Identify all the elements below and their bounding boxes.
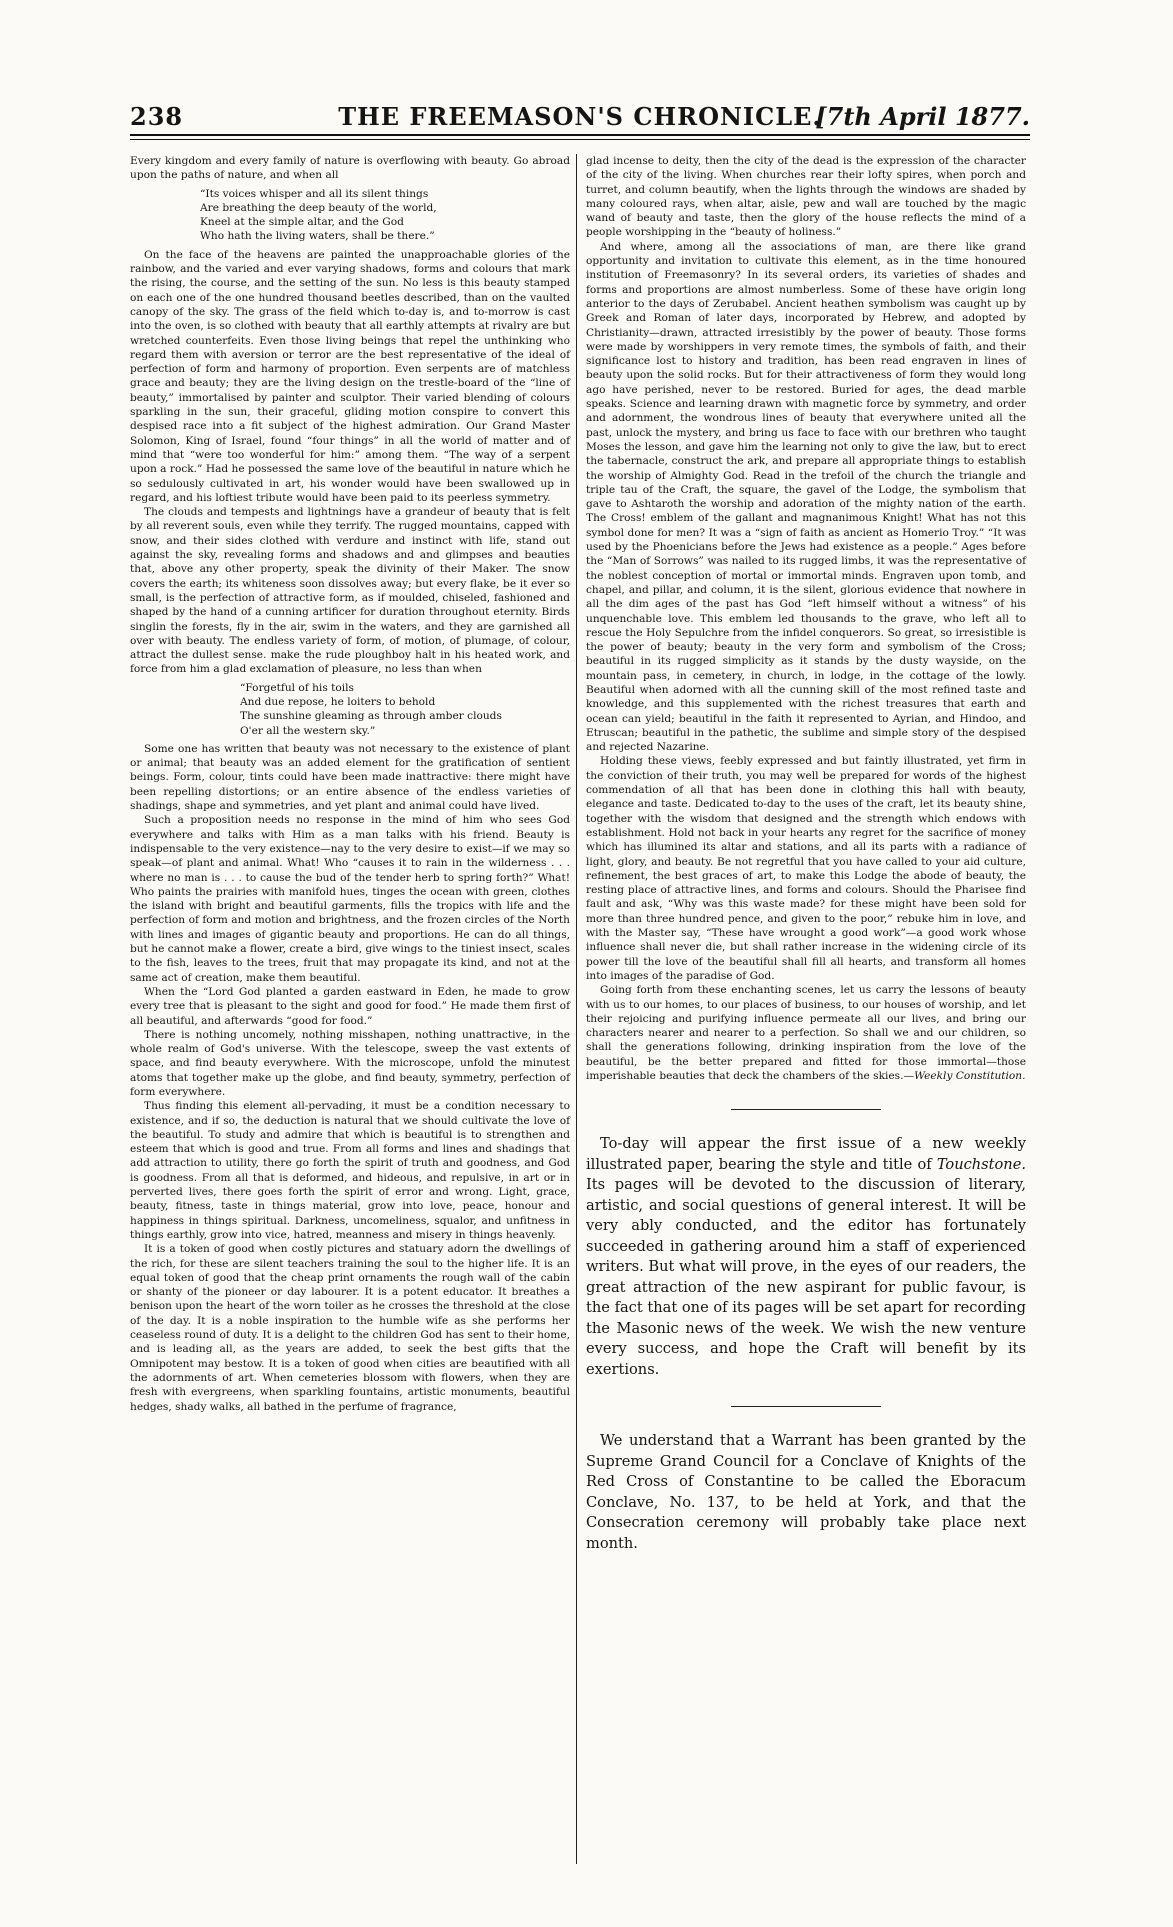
verse-quote [200, 187, 570, 244]
verse-line: O'er all the western sky.” [240, 724, 376, 737]
article-paragraph: Thus finding this element all-pervading, it must be a condition necessary to existence, and if so, the deduction is natural that we should cultivate the love of the beautiful. To study and admire that which is beautiful is to strengthen and esteem that which is good and true. From all forms and lines and shadings that add attraction to utility, there go forth the spirit of truth and goodness, and God is goodness. From all that is deformed, and hideous, and repulsive, in art or in perverted lives, there goes forth the spirit of error and wrong. Light, grace, beauty, fitness, taste in things material, grow into love, peace, honour and happiness in things spiritual. Darkness, uncomeliness, squalor, and unfitness in things earthly, grow into vice, hatred, meanness and misery in things heavenly. [130, 1100, 570, 1241]
issue-date: [7th April 1877. [815, 102, 1030, 131]
article-paragraph: When the “Lord God planted a garden eastward in Eden, he made to grow every tree that is pleasant to the sight and good for food.” He made them first of all beautiful, and afterwards “good for food.” [130, 985, 570, 1027]
page-header [130, 100, 1030, 136]
right-column [586, 154, 1026, 1554]
notice-touchstone [586, 1134, 1026, 1380]
verse-line: The sunshine gleaming as through amber clouds [240, 710, 502, 723]
section-separator [731, 1109, 881, 1110]
notice-warrant: We understand that a Warrant has been granted by the Supreme Grand Council for a Conclave of Knights of the Red Cross of Constantine to be called the Eboracum Conclave, No. 137, to be held at York, and that the Consecration ceremony will probably take place next month. [586, 1432, 1026, 1552]
article-paragraph: The clouds and tempests and lightnings have a grandeur of beauty that is felt by all reverent souls, even while they terrify. The rugged mountains, capped with snow, and their sides clothed with verdure and instinct with life, stand out against the sky, revealing forms and shadows and and glimpses and beauties that, above any other property, speak the divinity of their Maker. The snow covers the earth; its whiteness soon dissolves away; but every flake, be it ever so small, is the perfection of attractive form, as if moulded, chiseled, fashioned and shaped by the hand of a cunning artificer for duration throughout eternity. Birds singlin the forests, fly in the air, swim in the waters, and they are garnished all over with beauty. The endless variety of form, of motion, of plumage, of colour, attract the dullest sense. make the rude ploughboy halt in his heated work, and force from him a glad exclamation of pleasure, no less than when [130, 506, 570, 676]
article-paragraph: It is a token of good when costly pictures and statuary adorn the dwellings of the rich, for these are silent teachers training the soul to the higher life. It is an equal token of good that the cheap print ornaments the rough wall of the cabin or shanty of the pioneer or day labourer. It is a potent educator. It breathes a benison upon the heart of the worn toiler as he crosses the threshold at the close of the day. It is a noble inspiration to the humble wife as she performs her ceaseless round of duty. It is a delight to the children God has sent to their home, and is leading all, as the years are added, to seek the best gifts that the Omnipotent may bestow. It is a token of good when cities are beautified with all the adornments of art. When cemeteries blossom with flowers, when they are fresh with evergreens, when sparkling fountains, artistic monuments, beautiful hedges, shady walks, all bathed in the perfume of fragrance, [130, 1243, 570, 1413]
masthead-title: THE FREEMASON'S CHRONICLE. [338, 102, 822, 131]
article-paragraph: There is nothing uncomely, nothing misshapen, nothing unattractive, in the whole realm of God's universe. With the telescope, sweep the vast extents of space, and find beauty everywhere. With the microscope, unfold the minutest atoms that together make up the globe, and find beauty, symmetry, perfection of form everywhere. [130, 1028, 570, 1098]
article-paragraph: Holding these views, feebly expressed and but faintly illustrated, yet firm in the conviction of their truth, you may well be prepared for words of the highest commendation of all that has been done in clothing this hall with beauty, elegance and taste. Dedicated to-day to the uses of the craft, let its beauty shine, together with the wisdom that designed and the strength which endows with establishment. Hold not back in your hearts any regret for the sacrifice of money which has illumined its altar and stations, and all its parts with a radiance of light, glory, and beauty. Be not regretful that you have called to your aid culture, refinement, the best graces of art, to make this Lodge the abode of beauty, the resting place of attractive lines, and forms and colours. Should the Pharisee find fault and ask, “Why was this waste made? for these might have been sold for more than three hundred pence, and given to the poor,” rebuke him in love, and with the Master say, “These have wrought a good work”—a good work whose influence shall never die, but shall rather increase in the widening circle of its power till the love of the beautiful shall fill all hearts, and transform all homes into images of the paradise of God. [586, 755, 1026, 982]
verse-quote [240, 681, 570, 738]
header-rule [130, 139, 1030, 140]
verse-line: Who hath the living waters, shall be there.” [200, 230, 435, 243]
column-divider [576, 154, 577, 1864]
article-paragraph: Every kingdom and every family of nature is overflowing with beauty. Go abroad upon the paths of nature, and when all [130, 155, 570, 182]
notice-text: Its pages will be devoted to the discussion of literary, artistic, and social questions of general interest. It will be very ably conducted, and the editor has fortunately succeeded in gathering around him a staff of experienced writers. But what will prove, in the eyes of our readers, the great attraction of the new aspirant for public favour, is the fact that one of its pages will be set apart for recording the Masonic news of the week. We wish the new venture every success, and hope the Craft will benefit by its exertions. [586, 1176, 1026, 1378]
section-separator [731, 1406, 881, 1407]
verse-line: “Its voices whisper and all its silent things [200, 187, 429, 200]
closing-text: Going forth from these enchanting scenes, let us carry the lessons of beauty with us to our homes, to our places of business, to our houses of worship, and let their rejoicing and purifying influence permeate all our lives, and bring our characters nearer and nearer to a perfection. So shall we and our children, so shall the generations following, drinking inspiration from the love of the beautiful, be the better prepared and fitted for those immortal—those imperishable beauties that deck the chambers of the skies.— [586, 984, 1026, 1082]
page-number: 238 [130, 102, 184, 131]
article-paragraph: glad incense to deity, then the city of the dead is the expression of the character of the city of the living. When churches rear their lofty spires, when porch and turret, and column beautify, when the lights through the windows are shaded by many coloured rays, when altar, aisle, pew and wall are touched by the magic wand of beauty and taste, then the glory of the house reflects the mind of a people worshipping in the “beauty of holiness.” [586, 155, 1026, 239]
notice-text: To-day will appear the first issue of a new weekly illustrated paper, bearing the style and title of [586, 1135, 1026, 1173]
source-attribution: Weekly Constitution. [914, 1070, 1026, 1082]
verse-line: And due repose, he loiters to behold [240, 695, 436, 708]
verse-line: Are breathing the deep beauty of the world, [200, 201, 437, 214]
article-paragraph: And where, among all the associations of man, are there like grand opportunity and invitation to cultivate this element, as in the time honoured institution of Freemasonry? In its several orders, its varieties of shades and forms and proportions are almost numberless. Some of these have origin long anterior to the days of Zerubabel. Ancient heathen symbolism was caught up by Greek and Roman of later days, incorporated by Hebrew, and adopted by Christianity—drawn, attracted irresistibly by the power of beauty. Those forms were made by worshippers in very remote times, the symbols of faith, and their significance lost to history and tradition, has been read engraven in lines of beauty upon the solid rocks. But for their attractiveness of form they would long ago have perished, never to be restored. Buried for ages, the dead marble speaks. Science and learning drawn with magnetic force by symmetry, and order and adornment, the wondrous lines of beauty that everywhere united all the past, unlock the mystery, and bring us face to face with our brethren who taught Moses the lesson, and gave him the learning not only to give the law, but to erect the tabernacle, construct the ark, and prepare all appropriate things to establish the worship of Almighty God. Read in the trefoil of the church the triangle and triple tau of the Craft, the square, the gavel of the Lodge, the symbolism that gave to Ashtaroth the worship and adoration of the mighty nation of the earth. The Cross! emblem of the gallant and magnanimous Knight! What has not this symbol done for men? It was a “sign of faith as ancient as Homerio Troy.” “It was used by the Phoenicians before the Jews had existence as a people.” Ages before the “Man of Sorrows” was nailed to its rugged limbs, it was the representative of the noblest conception of mortal or immortal minds. Engraven upon tomb, and chapel, and pillar, and column, it is the silent, glorious evidence that nowhere in all the dim ages of the past has God “left himself without a witness” of his unquenchable love. This emblem led thousands to the grave, who left all to rescue the Holy Sepulchre from the infidel conquerors. So great, so irresistible is the power of beauty; beauty in the very form and symbolism of the Cross; beautiful in its rugged simplicity as it stands by the dusty wayside, on the mountain pass, in cemetery, in church, in lodge, in the cottage of the lowly. Beautiful when adorned with all the cunning skill of the most refined taste and knowledge, and this supplemented with the richest treasures that earth and ocean can yield; beautiful in the faith it represented to Ayrian, and Hindoo, and Etruscan; beautiful in the pathetic, the sublime and simple story of the despised and rejected Nazarine. [586, 240, 1026, 754]
article-paragraph: Some one has written that beauty was not necessary to the existence of plant or animal; that beauty was an added element for the gratification of sentient beings. Form, colour, tints could have been made inattractive: there might have been repelling distortions; or an entire absence of the endless varieties of shadings, shape and symmetries, and yet plant and animal could have lived. [130, 742, 570, 813]
article-paragraph: Such a proposition needs no response in the mind of him who sees God everywhere and talks with Him as a man talks with his friend. Beauty is indispensable to the very existence—nay to the very desire to exist—if we may so speak—of plant and animal. What! Who “causes it to rain in the wilderness . . . where no man is . . . to cause the bud of the tender herb to spring forth?” What! Who paints the prairies with manifold hues, tinges the ocean with green, clothes the island with bright and beautiful garments, fills the tropics with life and the perfection of form and motion and brightness, and the frozen circles of the North with lines and images of gigantic beauty and proportions. He can do all things, but he cannot make a flower, create a bird, give wings to the tiniest insect, scales to the fish, leaves to the trees, fruit that may propagate its kind, and not at the same act of creation, make them beautiful. [130, 814, 570, 984]
verse-line: “Forgetful of his toils [240, 681, 354, 694]
article-paragraph: On the face of the heavens are painted the unapproachable glories of the rainbow, and the varied and ever varying shadows, forms and colours that mark the rising, the course, and the setting of the sun. No less is this beauty stamped on each one of the one hundred thousand beetles described, than on the vaulted canopy of the sky. The grass of the field which to-day is, and to-morrow is cast into the oven, is so clothed with beauty that all earthly attempts at rivalry are but wretched counterfeits. Even those living beings that repel the unthinking who regard them with aversion or terror are the best representative of the ideal of perfection of form and harmony of proportion. Even serpents are of matchless grace and beauty; they are the living design on the trestle-board of the “line of beauty,” immortalised by painter and sculptor. Their varied blending of colours sparkling in the sun, their graceful, gliding motion conspire to convert this despised race into a fit subject of the highest admiration. Our Grand Master Solomon, King of Israel, found “four things” in all the world of matter and of mind that “were too wonderful for him:” among them. “The way of a serpent upon a rock.” Had he possessed the same love of the beautiful in nature which he so sedulously cultivated in art, his wonder would have been swallowed up in regard, and his loftiest tribute would have been paid to its peerless symmetry. [130, 248, 570, 504]
verse-line: Kneel at the simple altar, and the God [200, 216, 404, 229]
newspaper-page [130, 100, 1030, 1552]
left-column [130, 154, 570, 1414]
article-paragraph [586, 983, 1026, 1083]
publication-title: Touchstone. [936, 1155, 1026, 1173]
